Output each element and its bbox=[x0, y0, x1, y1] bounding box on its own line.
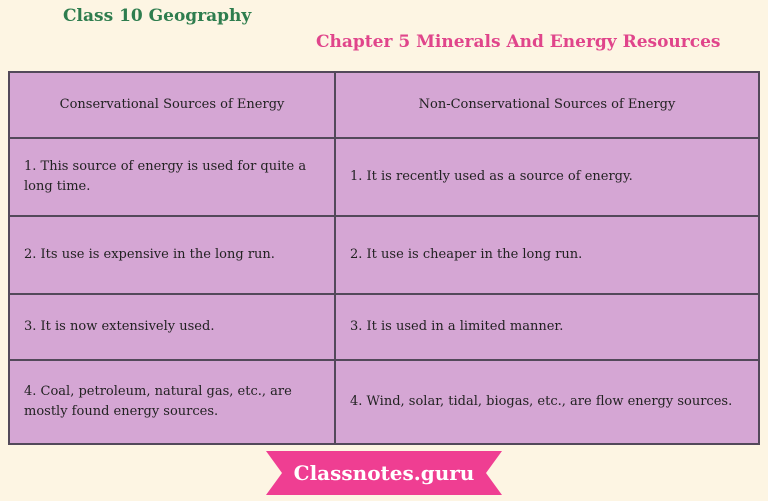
table-header-row bbox=[9, 72, 759, 138]
subject-title: Class 10 Geography bbox=[63, 6, 252, 26]
table-cell: 4. Wind, solar, tidal, biogas, etc., are flow energy sources. bbox=[335, 360, 759, 444]
table-cell: 2. It use is cheaper in the long run. bbox=[335, 216, 759, 294]
chapter-title: Chapter 5 Minerals And Energy Resources bbox=[316, 32, 721, 52]
brand-badge[interactable] bbox=[266, 451, 502, 495]
table-cell: 1. It is recently used as a source of energy. bbox=[335, 138, 759, 216]
table-cell: 2. Its use is expensive in the long run. bbox=[9, 216, 335, 294]
table-cell: 1. This source of energy is used for quite a long time. bbox=[9, 138, 335, 216]
header-conservational: Conservational Sources of Energy bbox=[9, 72, 335, 138]
header-non-conservational: Non-Conservational Sources of Energy bbox=[335, 72, 759, 138]
table-cell: 3. It is now extensively used. bbox=[9, 294, 335, 360]
brand-label: Classnotes.guru bbox=[293, 461, 475, 485]
table-cell: 4. Coal, petroleum, natural gas, etc., are mostly found energy sources. bbox=[9, 360, 335, 444]
table-row bbox=[9, 216, 759, 294]
table-cell: 3. It is used in a limited manner. bbox=[335, 294, 759, 360]
comparison-table bbox=[8, 71, 760, 445]
table-row bbox=[9, 360, 759, 444]
table-row bbox=[9, 294, 759, 360]
table-row bbox=[9, 138, 759, 216]
